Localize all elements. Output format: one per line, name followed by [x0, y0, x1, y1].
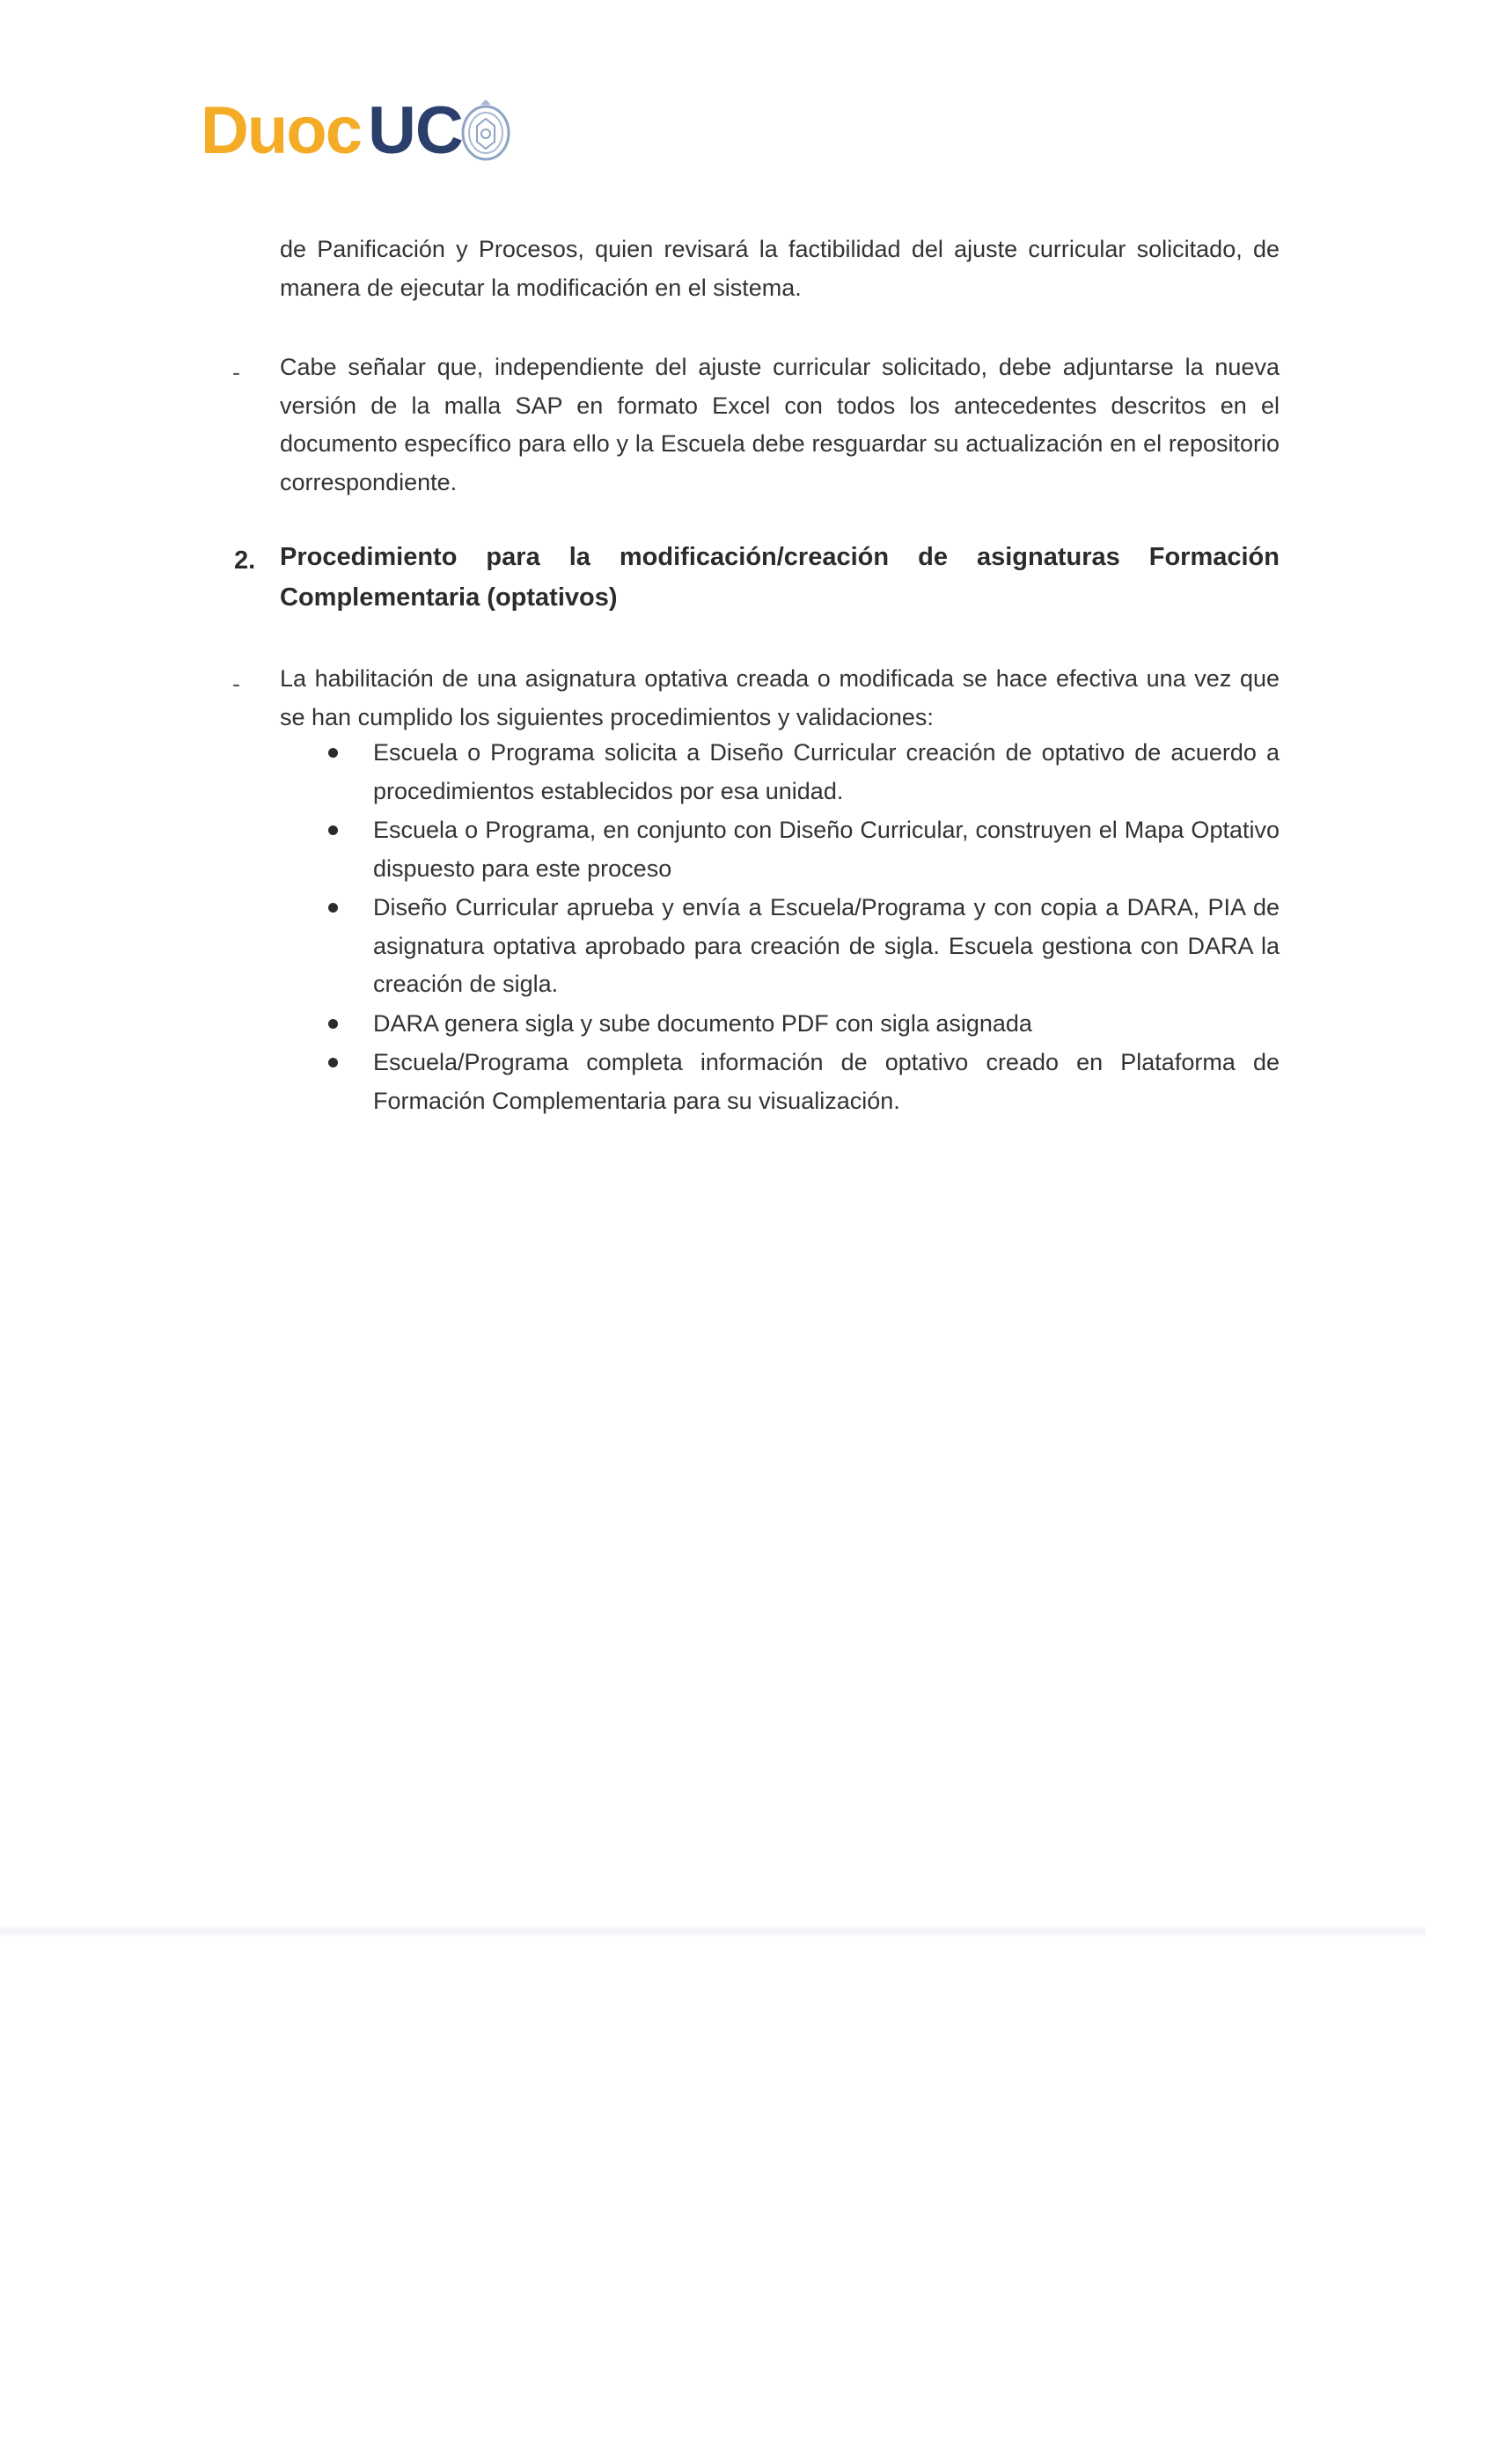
step-text: Escuela o Programa solicita a Diseño Curricular creación de optativo de acuerdo a procedimientos establecidos por esa unidad.: [373, 739, 1280, 804]
note-dash-marker: -: [232, 359, 240, 385]
section-intro: La habilitación de una asignatura optativa creada o modificada se hace efectiva una vez que se han cumplido los siguientes procedimientos y validaciones:: [280, 665, 1280, 730]
section-number: 2.: [234, 546, 256, 575]
step-text: Escuela o Programa, en conjunto con Diseño Curricular, construyen el Mapa Optativo dispuesto para este proceso: [373, 817, 1280, 882]
bullet-icon: [328, 903, 338, 913]
list-item: [326, 811, 1280, 888]
logo-text-duoc: Duoc: [201, 93, 361, 168]
list-item: [326, 889, 1280, 1004]
note-paragraph: Cabe señalar que, independiente del ajuste curricular solicitado, debe adjuntarse la nueva versión de la malla SAP en formato Excel con todos los antecedentes descritos en el documento específico para ello y la Escuela debe resguardar su actualización en el repositorio correspondiente.: [280, 354, 1280, 495]
procedure-steps-list: [326, 734, 1280, 1121]
bullet-icon: [328, 1019, 338, 1029]
step-text: DARA genera sigla y sube documento PDF con sigla asignada: [373, 1009, 1032, 1037]
scan-artifact-line: [0, 1925, 1426, 1938]
bullet-icon: [328, 748, 338, 758]
continuation-paragraph: de Panificación y Procesos, quien revisará la factibilidad del ajuste curricular solicitado, de manera de ejecutar la modificación en el sistema.: [280, 236, 1280, 301]
list-item: [326, 1044, 1280, 1120]
university-seal-icon: [458, 96, 514, 166]
bullet-icon: [328, 825, 338, 835]
bullet-icon: [328, 1058, 338, 1067]
step-text: Diseño Curricular aprueba y envía a Escuela/Programa y con copia a DARA, PIA de asignatura optativa aprobado para creación de sigla. Escuela gestiona con DARA la creación de sigla.: [373, 894, 1280, 997]
section-title: Procedimiento para la modificación/creación de asignaturas Formación Complementaria (optativos): [280, 543, 1280, 612]
step-text: Escuela/Programa completa información de optativo creado en Plataforma de Formación Complementaria para su visualización.: [373, 1049, 1280, 1114]
duoc-uc-logo: [201, 92, 514, 171]
logo-text-uc: UC: [368, 93, 463, 168]
intro-dash-marker: -: [232, 671, 240, 697]
list-item: [326, 734, 1280, 810]
list-item: [326, 1005, 1280, 1044]
